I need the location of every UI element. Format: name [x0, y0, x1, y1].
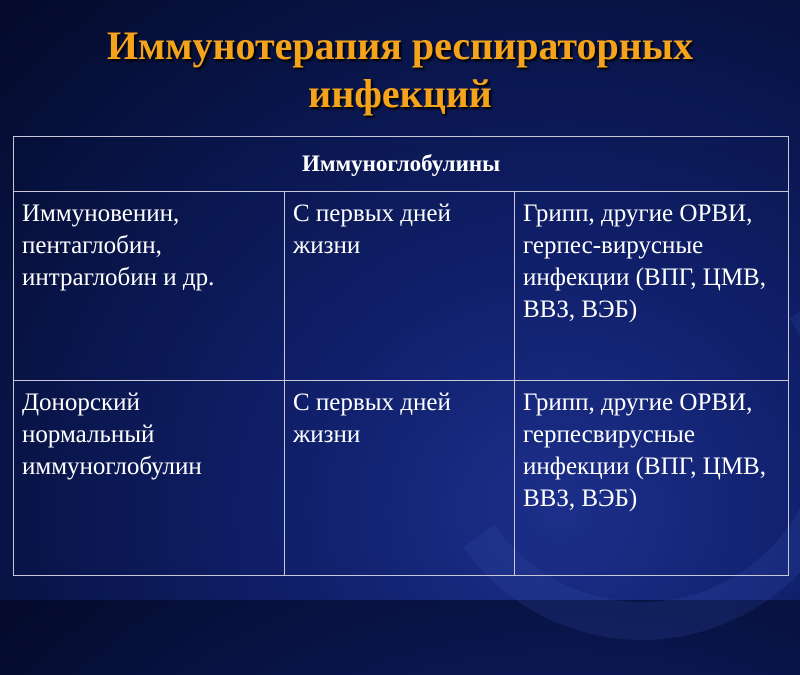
slide-title-line-2: инфекций	[308, 71, 492, 116]
table-row	[14, 192, 789, 381]
table-header-cell: Иммуноглобулины	[14, 137, 789, 192]
table-header-row	[14, 137, 789, 192]
slide-title	[0, 22, 800, 118]
indication-cell: Грипп, другие ОРВИ, герпес-вирусные инфекции (ВПГ, ЦМВ, ВВЗ, ВЭБ)	[515, 192, 789, 381]
immunoglobulins-table	[13, 136, 789, 576]
table-row	[14, 381, 789, 576]
slide-title-line-1: Иммунотерапия респираторных	[106, 23, 694, 68]
drug-cell: Иммуновенин, пентаглобин, интраглобин и др.	[14, 192, 285, 381]
age-cell: С первых дней жизни	[285, 381, 515, 576]
indication-cell: Грипп, другие ОРВИ, герпесвирусные инфекции (ВПГ, ЦМВ, ВВЗ, ВЭБ)	[515, 381, 789, 576]
drug-cell: Донорский нормальный иммуноглобулин	[14, 381, 285, 576]
age-cell: С первых дней жизни	[285, 192, 515, 381]
